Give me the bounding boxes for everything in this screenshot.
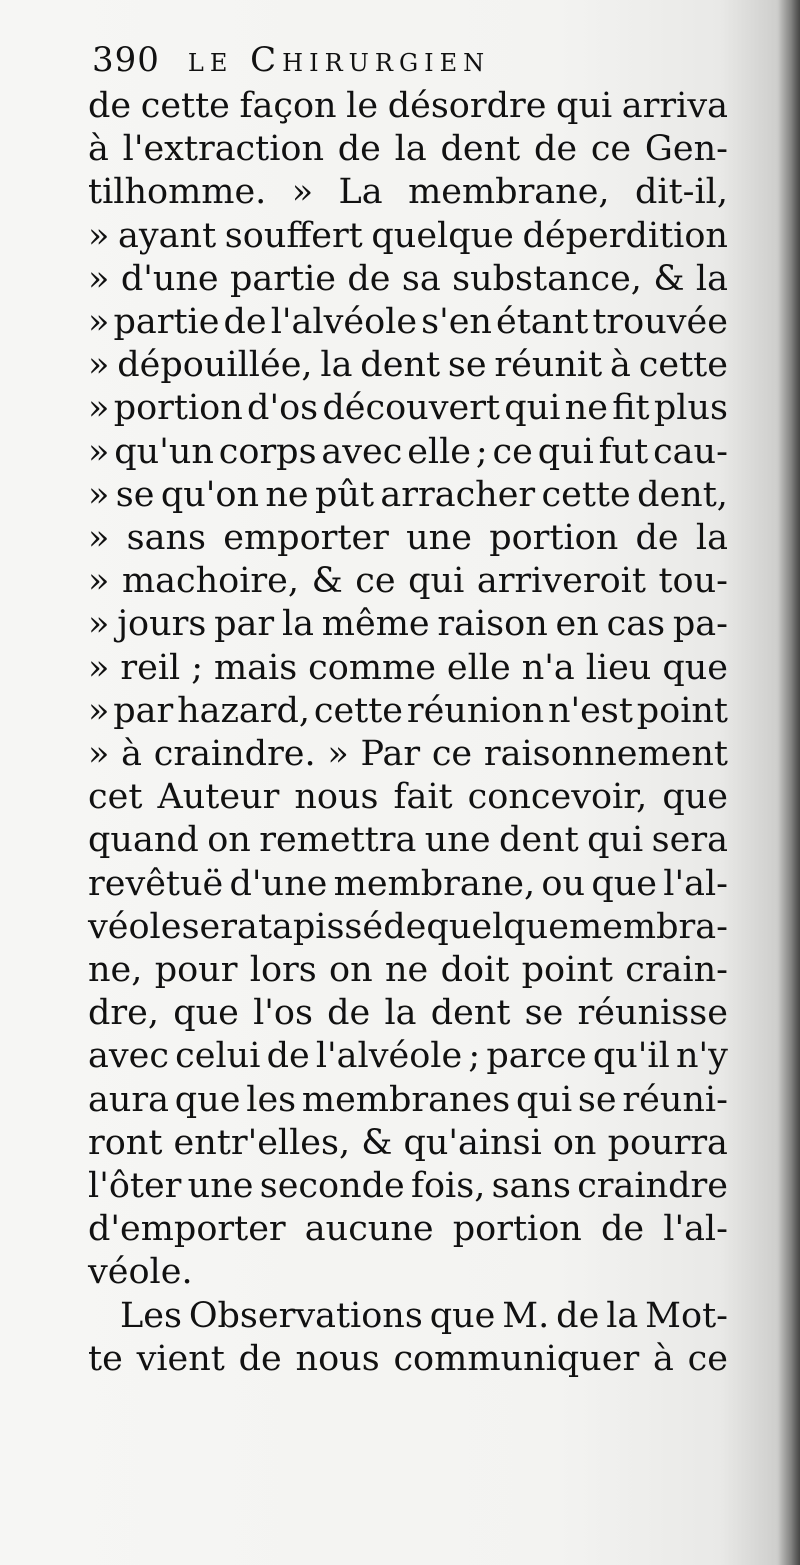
text-line: véole sera tapissé de quelque membra- [88, 906, 728, 947]
text-line: » portion d'os découvert qui ne fit plus [88, 388, 728, 429]
body-text [88, 85, 728, 1381]
text-line: » machoire, & ce qui arriveroit tou- [88, 561, 728, 602]
text-line: de cette façon le désordre qui arriva [88, 86, 728, 126]
text-line: » qu'un corps avec elle ; ce qui fut cau- [88, 431, 728, 472]
page-number: 390 [92, 40, 160, 80]
text-line: revêtuë d'une membrane, ou que l'al- [88, 863, 728, 904]
text-line: tilhomme. » La membrane, dit-il, [88, 172, 728, 213]
text-line: » partie de l'alvéole s'en étant trouvée [88, 302, 728, 343]
page-header [92, 40, 490, 80]
text-line: » par hazard, cette réunion n'est point [88, 690, 728, 731]
text-line: » à craindre. » Par ce raisonnement [88, 734, 728, 775]
text-line: » jours par la même raison en cas pa- [88, 604, 728, 645]
text-line: » dépouillée, la dent se réunit à cette [88, 345, 728, 386]
text-line: dre, que l'os de la dent se réunisse [88, 993, 728, 1034]
text-line: véole. [88, 1252, 193, 1293]
text-line: cet Auteur nous fait concevoir, que [88, 777, 728, 818]
running-title: le Chirurgien [187, 40, 491, 80]
text-line: aura que les membranes qui se réuni- [88, 1079, 728, 1120]
text-line: te vient de nous communiquer à ce [88, 1338, 728, 1379]
text-line: » reil ; mais comme elle n'a lieu que [88, 647, 728, 688]
text-line: d'emporter aucune portion de l'al- [88, 1209, 728, 1250]
text-line: ront entr'elles, & qu'ainsi on pourra [88, 1122, 728, 1163]
text-line: » se qu'on ne pût arracher cette dent, [88, 474, 728, 515]
text-line: » d'une partie de sa substance, & la [88, 258, 728, 299]
text-line: » sans emporter une portion de la [88, 518, 728, 559]
text-line: Les Observations que M. de la Mot- [120, 1295, 728, 1336]
text-line: à l'extraction de la dent de ce Gen- [88, 129, 728, 170]
text-line: l'ôter une seconde fois, sans craindre [88, 1166, 728, 1207]
text-line: ne, pour lors on ne doit point crain- [88, 950, 728, 991]
text-line: avec celui de l'alvéole ; parce qu'il n'y [88, 1036, 728, 1077]
text-line: quand on remettra une dent qui sera [88, 820, 728, 861]
page-gutter-shadow [778, 0, 800, 1565]
text-line: » ayant souffert quelque déperdition [88, 215, 728, 256]
